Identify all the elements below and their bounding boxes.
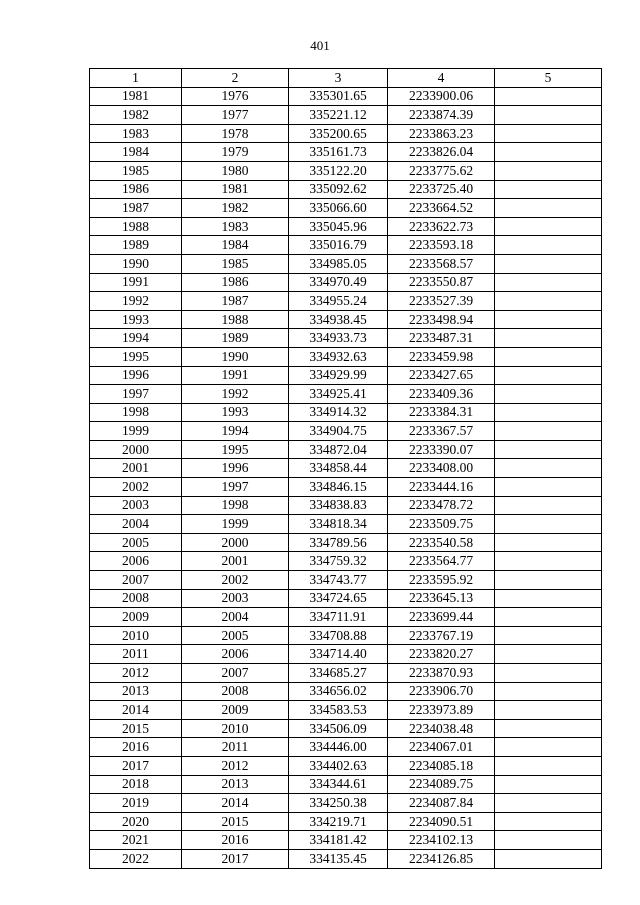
table-cell-col-4: 2233874.39 xyxy=(388,106,495,125)
table-row xyxy=(90,106,602,125)
table-cell-col-3: 335200.65 xyxy=(289,124,388,143)
table-cell-col-1: 2017 xyxy=(90,756,182,775)
table-cell-col-1: 1983 xyxy=(90,124,182,143)
table-row xyxy=(90,254,602,273)
table-body xyxy=(90,87,602,868)
table-cell-col-3: 335092.62 xyxy=(289,180,388,199)
table-cell-col-5 xyxy=(495,329,602,348)
table-cell-col-4: 2233478.72 xyxy=(388,496,495,515)
table-cell-col-1: 2005 xyxy=(90,533,182,552)
table-cell-col-1: 1990 xyxy=(90,254,182,273)
table-cell-col-3: 334914.32 xyxy=(289,403,388,422)
table-cell-col-2: 2017 xyxy=(182,849,289,868)
table-cell-col-2: 1987 xyxy=(182,292,289,311)
table-cell-col-3: 334711.91 xyxy=(289,608,388,627)
table-cell-col-4: 2234085.18 xyxy=(388,756,495,775)
table-cell-col-4: 2233826.04 xyxy=(388,143,495,162)
table-cell-col-1: 2002 xyxy=(90,478,182,497)
table-cell-col-3: 334743.77 xyxy=(289,571,388,590)
table-cell-col-3: 334344.61 xyxy=(289,775,388,794)
table-cell-col-2: 1989 xyxy=(182,329,289,348)
table-cell-col-5 xyxy=(495,794,602,813)
table-cell-col-4: 2233550.87 xyxy=(388,273,495,292)
table-cell-col-3: 334583.53 xyxy=(289,701,388,720)
table-row xyxy=(90,440,602,459)
table-cell-col-1: 2003 xyxy=(90,496,182,515)
table-cell-col-4: 2234089.75 xyxy=(388,775,495,794)
table-row xyxy=(90,552,602,571)
table-cell-col-2: 1994 xyxy=(182,422,289,441)
table-cell-col-5 xyxy=(495,385,602,404)
table-cell-col-4: 2234067.01 xyxy=(388,738,495,757)
table-cell-col-5 xyxy=(495,738,602,757)
table-row xyxy=(90,347,602,366)
table-cell-col-1: 2007 xyxy=(90,571,182,590)
table-cell-col-5 xyxy=(495,756,602,775)
table-cell-col-2: 2012 xyxy=(182,756,289,775)
table-cell-col-1: 1991 xyxy=(90,273,182,292)
table-cell-col-3: 334955.24 xyxy=(289,292,388,311)
table-cell-col-2: 2006 xyxy=(182,645,289,664)
table-cell-col-3: 334904.75 xyxy=(289,422,388,441)
column-header-3: 3 xyxy=(289,69,388,88)
table-cell-col-3: 334985.05 xyxy=(289,254,388,273)
table-cell-col-4: 2233725.40 xyxy=(388,180,495,199)
table-cell-col-2: 2005 xyxy=(182,626,289,645)
table-cell-col-5 xyxy=(495,106,602,125)
table-cell-col-5 xyxy=(495,273,602,292)
table-cell-col-3: 334402.63 xyxy=(289,756,388,775)
table-cell-col-3: 334506.09 xyxy=(289,719,388,738)
table-cell-col-3: 334858.44 xyxy=(289,459,388,478)
table-cell-col-2: 2009 xyxy=(182,701,289,720)
table-cell-col-1: 1989 xyxy=(90,236,182,255)
table-cell-col-1: 2019 xyxy=(90,794,182,813)
table-row xyxy=(90,645,602,664)
table-cell-col-3: 335301.65 xyxy=(289,87,388,106)
table-cell-col-5 xyxy=(495,310,602,329)
table-cell-col-5 xyxy=(495,571,602,590)
table-cell-col-2: 2004 xyxy=(182,608,289,627)
table-header xyxy=(90,69,602,88)
table-cell-col-4: 2233409.36 xyxy=(388,385,495,404)
table-row xyxy=(90,849,602,868)
table-cell-col-1: 1982 xyxy=(90,106,182,125)
table-cell-col-4: 2233906.70 xyxy=(388,682,495,701)
table-cell-col-1: 2004 xyxy=(90,515,182,534)
table-cell-col-2: 1986 xyxy=(182,273,289,292)
table-cell-col-2: 2015 xyxy=(182,812,289,831)
table-cell-col-2: 1976 xyxy=(182,87,289,106)
table-cell-col-3: 335221.12 xyxy=(289,106,388,125)
table-cell-col-2: 1999 xyxy=(182,515,289,534)
table-cell-col-2: 1995 xyxy=(182,440,289,459)
table-cell-col-3: 334685.27 xyxy=(289,664,388,683)
table-row xyxy=(90,236,602,255)
table-cell-col-3: 334219.71 xyxy=(289,812,388,831)
table-cell-col-4: 2233870.93 xyxy=(388,664,495,683)
table-cell-col-2: 1998 xyxy=(182,496,289,515)
column-header-5: 5 xyxy=(495,69,602,88)
table-cell-col-1: 1993 xyxy=(90,310,182,329)
table-cell-col-5 xyxy=(495,849,602,868)
table-cell-col-4: 2233622.73 xyxy=(388,217,495,236)
table-cell-col-1: 2010 xyxy=(90,626,182,645)
table-cell-col-2: 2002 xyxy=(182,571,289,590)
table-cell-col-3: 334708.88 xyxy=(289,626,388,645)
table-cell-col-5 xyxy=(495,124,602,143)
table-cell-col-3: 334759.32 xyxy=(289,552,388,571)
table-cell-col-3: 334933.73 xyxy=(289,329,388,348)
table-row xyxy=(90,794,602,813)
table-row xyxy=(90,124,602,143)
table-cell-col-4: 2233564.77 xyxy=(388,552,495,571)
table-cell-col-3: 334789.56 xyxy=(289,533,388,552)
table-cell-col-1: 1995 xyxy=(90,347,182,366)
table-cell-col-3: 334925.41 xyxy=(289,385,388,404)
table-cell-col-5 xyxy=(495,533,602,552)
table-row xyxy=(90,738,602,757)
table-cell-col-3: 334838.83 xyxy=(289,496,388,515)
table-cell-col-2: 2011 xyxy=(182,738,289,757)
coordinates-table xyxy=(89,68,602,869)
table-cell-col-5 xyxy=(495,422,602,441)
table-cell-col-5 xyxy=(495,254,602,273)
table-cell-col-4: 2233384.31 xyxy=(388,403,495,422)
table-row xyxy=(90,385,602,404)
table-cell-col-2: 2000 xyxy=(182,533,289,552)
table-cell-col-4: 2233509.75 xyxy=(388,515,495,534)
table-cell-col-3: 334932.63 xyxy=(289,347,388,366)
table-cell-col-2: 1979 xyxy=(182,143,289,162)
table-row xyxy=(90,292,602,311)
table-cell-col-2: 1982 xyxy=(182,199,289,218)
table-row xyxy=(90,682,602,701)
table-row xyxy=(90,756,602,775)
table-row xyxy=(90,701,602,720)
table-cell-col-5 xyxy=(495,217,602,236)
table-cell-col-1: 1987 xyxy=(90,199,182,218)
table-cell-col-4: 2234102.13 xyxy=(388,831,495,850)
table-cell-col-1: 2018 xyxy=(90,775,182,794)
table-row xyxy=(90,273,602,292)
table-cell-col-5 xyxy=(495,440,602,459)
table-cell-col-3: 335066.60 xyxy=(289,199,388,218)
table-cell-col-1: 2020 xyxy=(90,812,182,831)
table-cell-col-5 xyxy=(495,626,602,645)
table-cell-col-3: 334446.00 xyxy=(289,738,388,757)
table-row xyxy=(90,143,602,162)
table-cell-col-2: 1990 xyxy=(182,347,289,366)
header-row xyxy=(90,69,602,88)
table-cell-col-2: 1996 xyxy=(182,459,289,478)
table-cell-col-4: 2233595.92 xyxy=(388,571,495,590)
table-cell-col-1: 1997 xyxy=(90,385,182,404)
table-cell-col-4: 2233427.65 xyxy=(388,366,495,385)
table-row xyxy=(90,775,602,794)
table-cell-col-1: 2013 xyxy=(90,682,182,701)
table-cell-col-2: 1977 xyxy=(182,106,289,125)
table-cell-col-1: 2006 xyxy=(90,552,182,571)
table-cell-col-5 xyxy=(495,478,602,497)
table-cell-col-5 xyxy=(495,608,602,627)
table-cell-col-3: 334938.45 xyxy=(289,310,388,329)
table-cell-col-5 xyxy=(495,589,602,608)
table-cell-col-5 xyxy=(495,496,602,515)
table-cell-col-4: 2233699.44 xyxy=(388,608,495,627)
table-cell-col-2: 1983 xyxy=(182,217,289,236)
table-cell-col-4: 2233593.18 xyxy=(388,236,495,255)
table-cell-col-5 xyxy=(495,180,602,199)
table-cell-col-2: 1980 xyxy=(182,161,289,180)
table-cell-col-1: 2015 xyxy=(90,719,182,738)
table-cell-col-2: 1984 xyxy=(182,236,289,255)
table-cell-col-2: 2003 xyxy=(182,589,289,608)
table-row xyxy=(90,87,602,106)
table-cell-col-4: 2233459.98 xyxy=(388,347,495,366)
table-cell-col-5 xyxy=(495,719,602,738)
table-cell-col-5 xyxy=(495,403,602,422)
table-cell-col-3: 335016.79 xyxy=(289,236,388,255)
table-cell-col-3: 334970.49 xyxy=(289,273,388,292)
table-row xyxy=(90,310,602,329)
table-cell-col-3: 334135.45 xyxy=(289,849,388,868)
table-cell-col-3: 334929.99 xyxy=(289,366,388,385)
table-cell-col-3: 334714.40 xyxy=(289,645,388,664)
table-cell-col-2: 1985 xyxy=(182,254,289,273)
table-cell-col-1: 2021 xyxy=(90,831,182,850)
table-cell-col-5 xyxy=(495,645,602,664)
table-cell-col-5 xyxy=(495,459,602,478)
table-cell-col-3: 334656.02 xyxy=(289,682,388,701)
table-cell-col-4: 2233645.13 xyxy=(388,589,495,608)
table-cell-col-1: 2016 xyxy=(90,738,182,757)
table-cell-col-4: 2233775.62 xyxy=(388,161,495,180)
table-row xyxy=(90,217,602,236)
table-cell-col-5 xyxy=(495,292,602,311)
table-cell-col-1: 1984 xyxy=(90,143,182,162)
table-cell-col-1: 2008 xyxy=(90,589,182,608)
table-row xyxy=(90,496,602,515)
table-cell-col-4: 2233900.06 xyxy=(388,87,495,106)
table-cell-col-3: 335161.73 xyxy=(289,143,388,162)
table-cell-col-2: 2016 xyxy=(182,831,289,850)
table-cell-col-2: 2007 xyxy=(182,664,289,683)
table-cell-col-4: 2233973.89 xyxy=(388,701,495,720)
table-cell-col-1: 1999 xyxy=(90,422,182,441)
table-cell-col-4: 2233664.52 xyxy=(388,199,495,218)
page-number: 401 xyxy=(310,38,330,53)
table-row xyxy=(90,589,602,608)
table-cell-col-3: 334846.15 xyxy=(289,478,388,497)
table-cell-col-5 xyxy=(495,87,602,106)
table-cell-col-1: 2012 xyxy=(90,664,182,683)
table-cell-col-1: 1988 xyxy=(90,217,182,236)
table-cell-col-4: 2233367.57 xyxy=(388,422,495,441)
table-cell-col-1: 1998 xyxy=(90,403,182,422)
table-cell-col-1: 1996 xyxy=(90,366,182,385)
table-cell-col-3: 334724.65 xyxy=(289,589,388,608)
table-row xyxy=(90,515,602,534)
table-cell-col-4: 2234090.51 xyxy=(388,812,495,831)
table-cell-col-1: 1985 xyxy=(90,161,182,180)
table-cell-col-4: 2233408.00 xyxy=(388,459,495,478)
table-cell-col-4: 2233527.39 xyxy=(388,292,495,311)
table-row xyxy=(90,608,602,627)
table-cell-col-1: 2000 xyxy=(90,440,182,459)
table-cell-col-4: 2233498.94 xyxy=(388,310,495,329)
table-cell-col-2: 1978 xyxy=(182,124,289,143)
table-row xyxy=(90,459,602,478)
table-cell-col-4: 2233820.27 xyxy=(388,645,495,664)
table-cell-col-1: 1994 xyxy=(90,329,182,348)
table-cell-col-3: 335045.96 xyxy=(289,217,388,236)
table-cell-col-2: 2010 xyxy=(182,719,289,738)
table-cell-col-5 xyxy=(495,236,602,255)
table-cell-col-4: 2233487.31 xyxy=(388,329,495,348)
table-cell-col-5 xyxy=(495,812,602,831)
table-cell-col-5 xyxy=(495,199,602,218)
table-cell-col-4: 2234126.85 xyxy=(388,849,495,868)
table-cell-col-5 xyxy=(495,161,602,180)
table-row xyxy=(90,812,602,831)
table-cell-col-1: 1992 xyxy=(90,292,182,311)
table-cell-col-2: 2014 xyxy=(182,794,289,813)
table-cell-col-2: 2008 xyxy=(182,682,289,701)
table-row xyxy=(90,422,602,441)
table-cell-col-1: 1981 xyxy=(90,87,182,106)
column-header-1: 1 xyxy=(90,69,182,88)
table-cell-col-1: 2009 xyxy=(90,608,182,627)
table-row xyxy=(90,180,602,199)
table-cell-col-2: 1992 xyxy=(182,385,289,404)
table-row xyxy=(90,199,602,218)
table-cell-col-5 xyxy=(495,347,602,366)
table-cell-col-1: 2001 xyxy=(90,459,182,478)
table-cell-col-2: 1991 xyxy=(182,366,289,385)
table-cell-col-5 xyxy=(495,831,602,850)
table-row xyxy=(90,664,602,683)
table-cell-col-3: 334181.42 xyxy=(289,831,388,850)
table-cell-col-2: 2001 xyxy=(182,552,289,571)
table-row xyxy=(90,533,602,552)
table-cell-col-3: 334872.04 xyxy=(289,440,388,459)
table-cell-col-4: 2233540.58 xyxy=(388,533,495,552)
table-cell-col-4: 2233767.19 xyxy=(388,626,495,645)
table-cell-col-2: 1993 xyxy=(182,403,289,422)
table-cell-col-5 xyxy=(495,664,602,683)
table-cell-col-2: 1981 xyxy=(182,180,289,199)
table-cell-col-5 xyxy=(495,775,602,794)
table-row xyxy=(90,161,602,180)
column-header-2: 2 xyxy=(182,69,289,88)
table-row xyxy=(90,626,602,645)
table-cell-col-5 xyxy=(495,701,602,720)
table-row xyxy=(90,831,602,850)
table-row xyxy=(90,719,602,738)
table-row xyxy=(90,403,602,422)
table-cell-col-1: 2011 xyxy=(90,645,182,664)
table-cell-col-5 xyxy=(495,682,602,701)
column-header-4: 4 xyxy=(388,69,495,88)
table-row xyxy=(90,571,602,590)
table-cell-col-1: 2022 xyxy=(90,849,182,868)
table-cell-col-2: 1988 xyxy=(182,310,289,329)
table-cell-col-3: 334818.34 xyxy=(289,515,388,534)
table-cell-col-5 xyxy=(495,366,602,385)
table-cell-col-4: 2234087.84 xyxy=(388,794,495,813)
table-cell-col-3: 334250.38 xyxy=(289,794,388,813)
table-cell-col-4: 2233390.07 xyxy=(388,440,495,459)
table-cell-col-1: 1986 xyxy=(90,180,182,199)
table-row xyxy=(90,478,602,497)
table-cell-col-4: 2233444.16 xyxy=(388,478,495,497)
table-cell-col-3: 335122.20 xyxy=(289,161,388,180)
table-cell-col-4: 2233568.57 xyxy=(388,254,495,273)
table-cell-col-4: 2233863.23 xyxy=(388,124,495,143)
table-cell-col-5 xyxy=(495,515,602,534)
table-row xyxy=(90,366,602,385)
table-cell-col-1: 2014 xyxy=(90,701,182,720)
table-row xyxy=(90,329,602,348)
table-cell-col-2: 1997 xyxy=(182,478,289,497)
table-cell-col-5 xyxy=(495,143,602,162)
table-cell-col-2: 2013 xyxy=(182,775,289,794)
table-cell-col-5 xyxy=(495,552,602,571)
table-cell-col-4: 2234038.48 xyxy=(388,719,495,738)
